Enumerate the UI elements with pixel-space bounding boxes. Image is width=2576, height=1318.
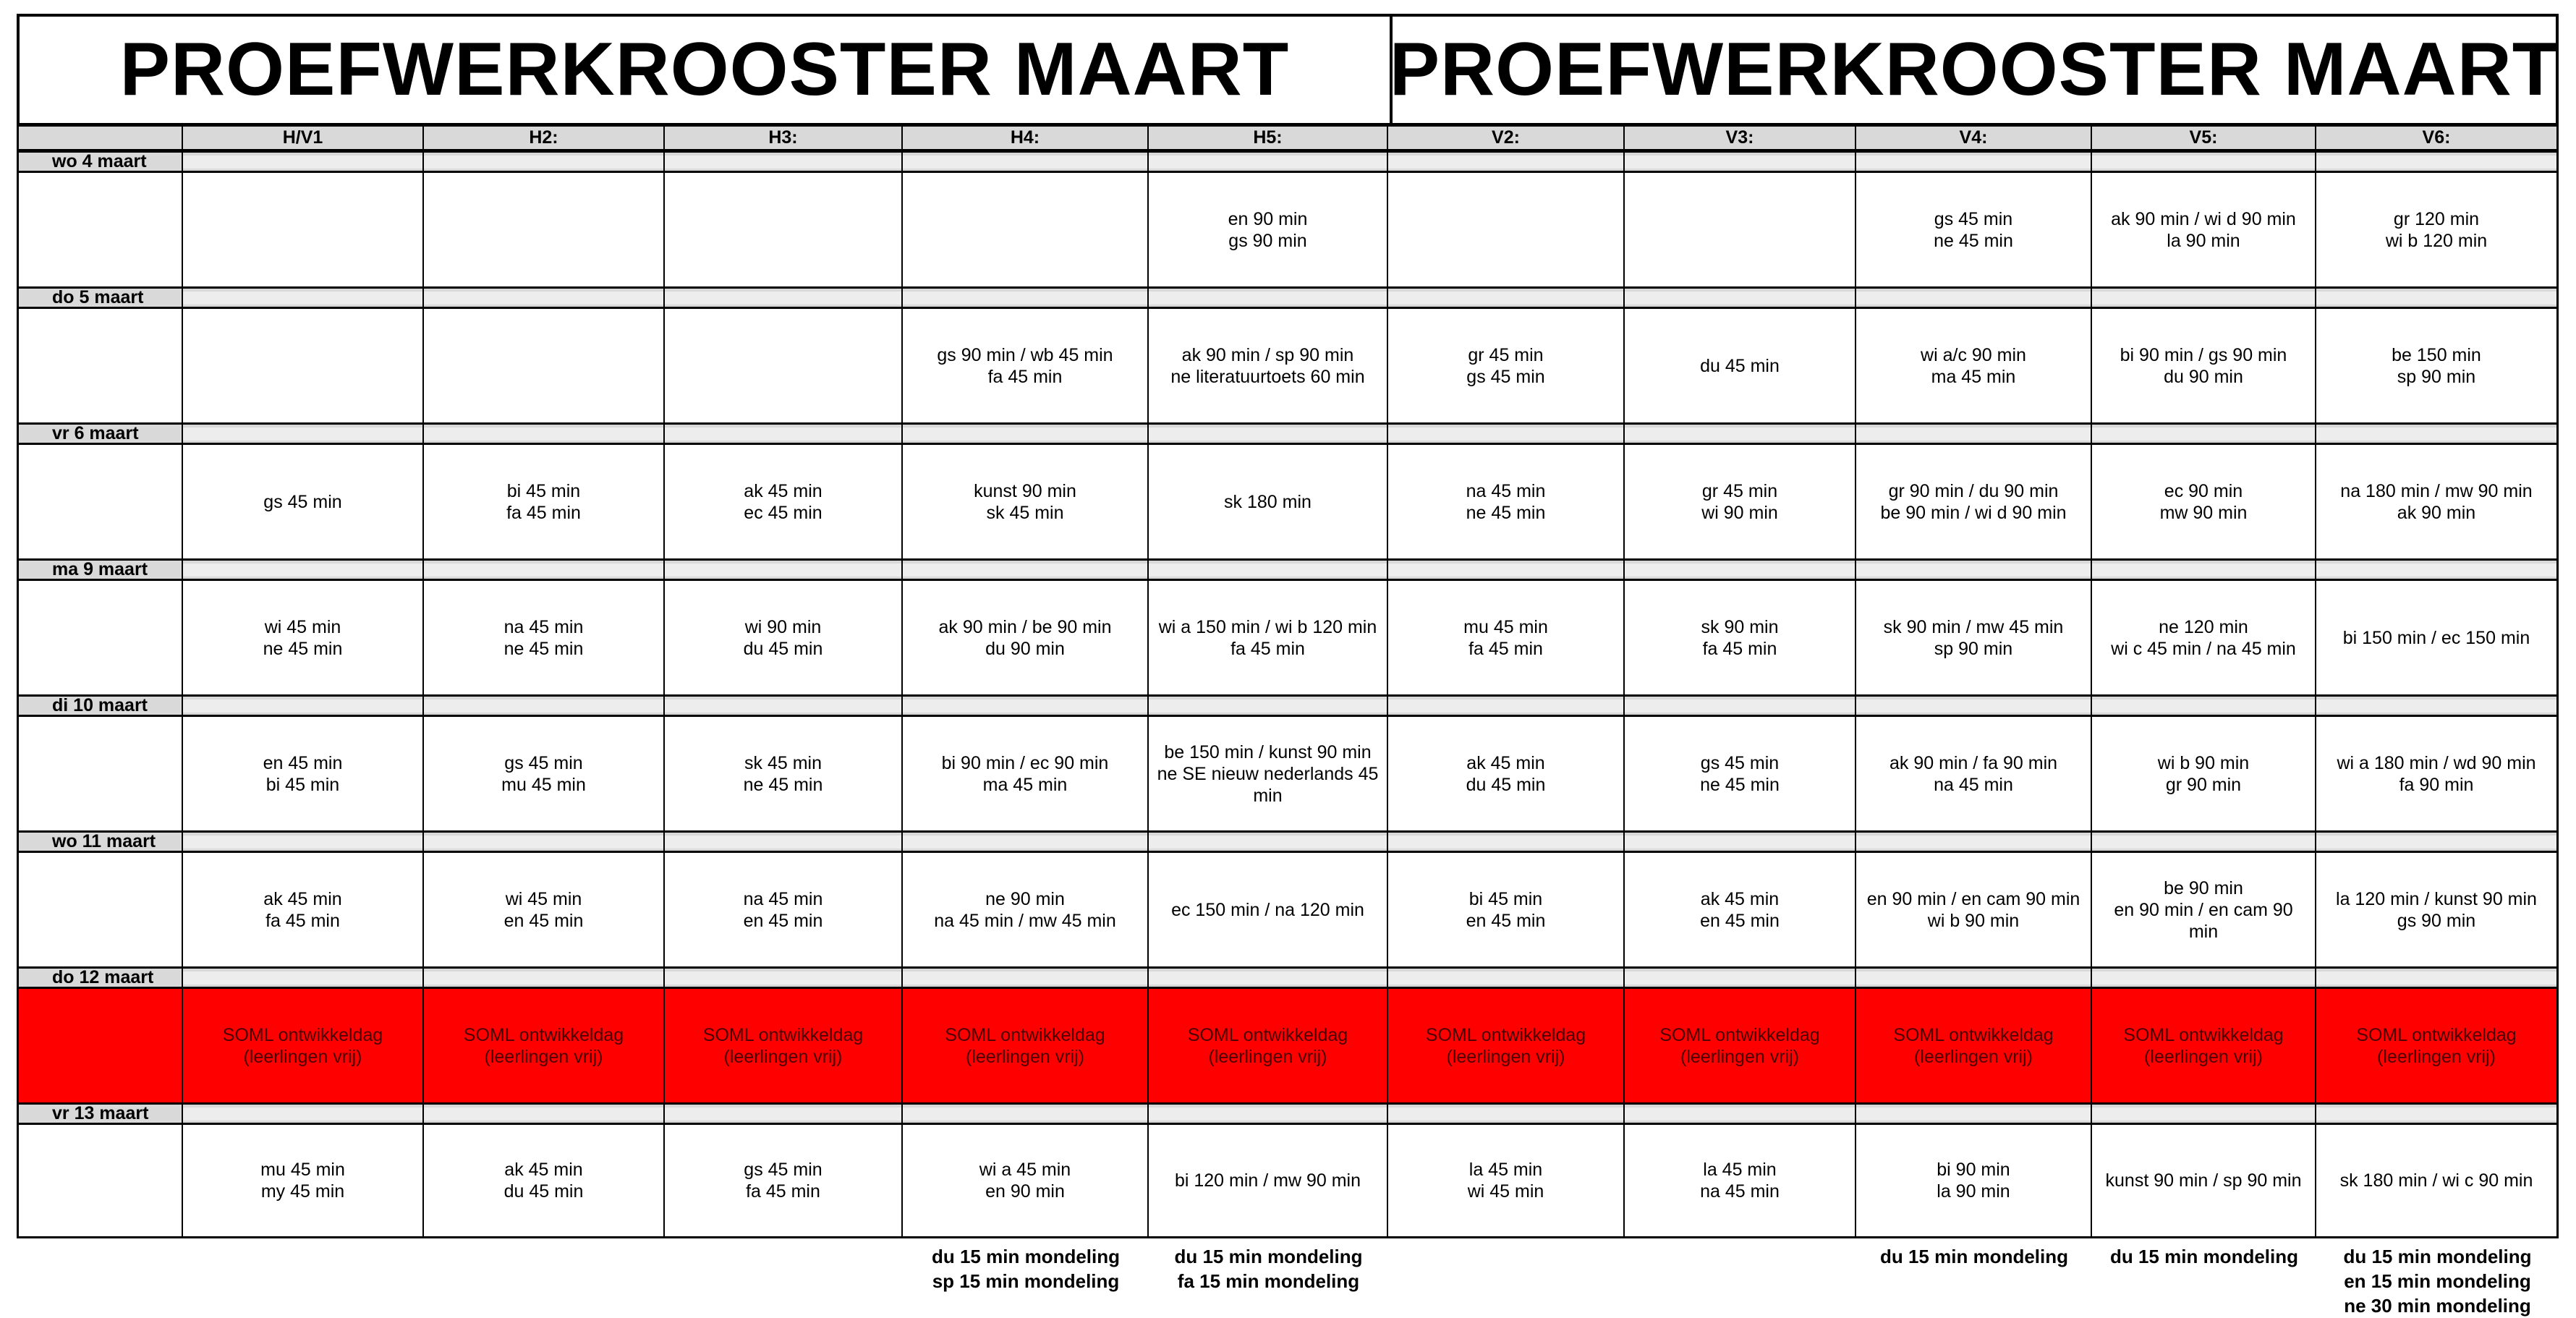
exam-cell: wi 45 min ne 45 min xyxy=(183,581,424,694)
day-header-cell xyxy=(2316,561,2559,579)
exam-cell: ec 90 min mw 90 min xyxy=(2092,445,2316,558)
day-header-cell xyxy=(1149,697,1388,715)
day-header-cell xyxy=(903,833,1149,851)
exam-cell: gr 45 min gs 45 min xyxy=(1388,309,1625,422)
day-header-cell xyxy=(2092,1105,2316,1123)
day-header-row xyxy=(17,966,2559,989)
day-header-strip xyxy=(1149,972,1387,985)
day-header-strip xyxy=(1149,292,1387,305)
exam-cell: bi 90 min / gs 90 min du 90 min xyxy=(2092,309,2316,422)
day-header-cell xyxy=(424,969,665,987)
day-header-strip xyxy=(903,1107,1147,1121)
exam-cell xyxy=(665,309,903,422)
exam-cell: ak 45 min fa 45 min xyxy=(183,853,424,966)
row-spacer-cell xyxy=(17,173,183,286)
day-header-strip xyxy=(903,428,1147,441)
day-header-strip xyxy=(1149,700,1387,713)
day-label: vr 13 maart xyxy=(17,1105,183,1123)
oral-exam-note: du 15 min mondeling en 15 min mondeling ne 30 min mondeling xyxy=(2343,1246,2532,1317)
day-header-cell xyxy=(1149,833,1388,851)
day-label: do 12 maart xyxy=(17,969,183,987)
oral-exam-note xyxy=(665,1238,903,1318)
row-spacer-cell xyxy=(17,309,183,422)
exam-slot-row xyxy=(17,445,2559,558)
day-label: vr 6 maart xyxy=(17,425,183,443)
day-header-strip xyxy=(424,972,663,985)
day-header-cell xyxy=(2092,833,2316,851)
exam-cell: wi 45 min en 45 min xyxy=(424,853,665,966)
day-header-strip xyxy=(183,428,422,441)
row-spacer-cell xyxy=(17,717,183,830)
exam-cell: na 45 min en 45 min xyxy=(665,853,903,966)
column-header: V5: xyxy=(2092,127,2316,149)
day-header-cell xyxy=(1388,969,1625,987)
day-header-strip xyxy=(1625,836,1855,849)
exam-cell: sk 45 min ne 45 min xyxy=(665,717,903,830)
day-header-strip xyxy=(1856,292,2091,305)
oral-exam-note: du 15 min mondeling xyxy=(2109,1246,2298,1267)
day-header-strip xyxy=(2316,700,2556,713)
day-header-strip xyxy=(424,836,663,849)
exam-slot-row xyxy=(17,1125,2559,1238)
day-header-strip xyxy=(903,972,1147,985)
day-header-strip xyxy=(183,564,422,577)
day-header-strip xyxy=(424,564,663,577)
day-header-strip xyxy=(424,700,663,713)
day-header-cell xyxy=(665,833,903,851)
exam-cell: ak 90 min / wi d 90 min la 90 min xyxy=(2092,173,2316,286)
day-header-strip xyxy=(183,972,422,985)
day-header-cell xyxy=(2316,969,2559,987)
exam-cell: wi 90 min du 45 min xyxy=(665,581,903,694)
day-header-strip xyxy=(903,564,1147,577)
day-header-cell xyxy=(1149,425,1388,443)
exam-slot-row xyxy=(17,717,2559,830)
exam-cell: sk 180 min / wi c 90 min xyxy=(2316,1125,2559,1236)
day-header-cell xyxy=(1625,561,1856,579)
day-header-strip xyxy=(1388,564,1623,577)
day-header-strip xyxy=(903,836,1147,849)
day-off-cell: SOML ontwikkeldag (leerlingen vrij) xyxy=(2316,989,2559,1102)
day-header-strip xyxy=(1149,836,1387,849)
day-header-strip xyxy=(424,428,663,441)
oral-exam-note: du 15 min mondeling fa 15 min mondeling xyxy=(1174,1246,1363,1292)
day-header-strip xyxy=(903,156,1147,169)
day-header-strip xyxy=(2316,1107,2556,1121)
oral-exam-footer xyxy=(17,1238,2559,1318)
oral-exam-note xyxy=(424,1238,665,1318)
day-off-cell: SOML ontwikkeldag (leerlingen vrij) xyxy=(1625,989,1856,1102)
day-header-strip xyxy=(183,292,422,305)
day-header-cell xyxy=(183,153,424,171)
column-header: V2: xyxy=(1388,127,1625,149)
exam-cell xyxy=(665,173,903,286)
day-header-strip xyxy=(1149,156,1387,169)
day-header-strip xyxy=(665,700,901,713)
day-header-cell xyxy=(665,1105,903,1123)
day-header-strip xyxy=(1856,156,2091,169)
day-header-cell xyxy=(1625,153,1856,171)
day-header-cell xyxy=(2092,561,2316,579)
day-header-strip xyxy=(2092,836,2315,849)
exam-cell: ak 45 min du 45 min xyxy=(1388,717,1625,830)
exam-cell: kunst 90 min / sp 90 min xyxy=(2092,1125,2316,1236)
page-title-left: PROEFWERKROOSTER MAART xyxy=(17,14,1393,126)
exam-cell xyxy=(183,309,424,422)
exam-cell: ak 90 min / be 90 min du 90 min xyxy=(903,581,1149,694)
day-header-cell xyxy=(183,969,424,987)
exam-cell: be 150 min / kunst 90 min ne SE nieuw nederlands 45 min xyxy=(1149,717,1388,830)
day-header-strip xyxy=(183,1107,422,1121)
day-header-cell xyxy=(2092,153,2316,171)
day-off-row xyxy=(17,989,2559,1102)
day-header-strip xyxy=(2092,972,2315,985)
day-header-cell xyxy=(1625,969,1856,987)
day-header-strip xyxy=(1388,836,1623,849)
day-header-strip xyxy=(1856,564,2091,577)
day-header-cell xyxy=(1149,561,1388,579)
day-header-cell xyxy=(665,425,903,443)
exam-cell: gs 45 min mu 45 min xyxy=(424,717,665,830)
exam-cell: en 45 min bi 45 min xyxy=(183,717,424,830)
day-header-cell xyxy=(424,1105,665,1123)
exam-cell: mu 45 min my 45 min xyxy=(183,1125,424,1236)
day-header-row xyxy=(17,286,2559,309)
day-header-cell xyxy=(2316,1105,2559,1123)
exam-cell: bi 90 min / ec 90 min ma 45 min xyxy=(903,717,1149,830)
column-header: V4: xyxy=(1856,127,2092,149)
day-header-strip xyxy=(1149,564,1387,577)
day-header-cell xyxy=(1149,969,1388,987)
exam-cell xyxy=(1625,173,1856,286)
day-header-strip xyxy=(1625,428,1855,441)
exam-cell: gr 120 min wi b 120 min xyxy=(2316,173,2559,286)
day-header-cell xyxy=(903,289,1149,307)
day-header-strip xyxy=(903,700,1147,713)
day-header-cell xyxy=(1625,697,1856,715)
day-header-cell xyxy=(665,289,903,307)
exam-cell: du 45 min xyxy=(1625,309,1856,422)
oral-exam-note: du 15 min mondeling sp 15 min mondeling xyxy=(931,1246,1120,1292)
exam-cell: bi 45 min en 45 min xyxy=(1388,853,1625,966)
exam-cell: sk 90 min / mw 45 min sp 90 min xyxy=(1856,581,2092,694)
day-header-strip xyxy=(424,156,663,169)
column-header: H2: xyxy=(424,127,665,149)
exam-cell xyxy=(903,173,1149,286)
day-header-cell xyxy=(1856,561,2092,579)
day-header-cell xyxy=(903,561,1149,579)
day-header-cell xyxy=(2092,289,2316,307)
column-header: H3: xyxy=(665,127,903,149)
row-spacer-cell xyxy=(17,989,183,1102)
day-header-cell xyxy=(183,561,424,579)
day-header-cell xyxy=(2316,153,2559,171)
exam-cell: gs 45 min ne 45 min xyxy=(1625,717,1856,830)
column-header-corner xyxy=(17,127,183,149)
day-header-strip xyxy=(1625,292,1855,305)
day-header-cell xyxy=(903,425,1149,443)
exam-cell: sk 90 min fa 45 min xyxy=(1625,581,1856,694)
row-spacer-cell xyxy=(17,853,183,966)
day-header-strip xyxy=(1388,972,1623,985)
day-header-strip xyxy=(2316,564,2556,577)
day-header-strip xyxy=(2316,972,2556,985)
day-header-cell xyxy=(1625,833,1856,851)
exam-cell: ne 90 min na 45 min / mw 45 min xyxy=(903,853,1149,966)
day-header-cell xyxy=(2092,425,2316,443)
exam-cell: wi a/c 90 min ma 45 min xyxy=(1856,309,2092,422)
exam-cell: ak 45 min en 45 min xyxy=(1625,853,1856,966)
day-header-cell xyxy=(424,425,665,443)
day-off-cell: SOML ontwikkeldag (leerlingen vrij) xyxy=(1149,989,1388,1102)
day-off-cell: SOML ontwikkeldag (leerlingen vrij) xyxy=(1388,989,1625,1102)
schedule-table xyxy=(17,124,2559,1318)
day-label: di 10 maart xyxy=(17,697,183,715)
exam-cell: kunst 90 min sk 45 min xyxy=(903,445,1149,558)
day-header-cell xyxy=(2092,697,2316,715)
day-header-cell xyxy=(1388,153,1625,171)
column-header: H4: xyxy=(903,127,1149,149)
day-header-cell xyxy=(1856,969,2092,987)
exam-cell xyxy=(424,309,665,422)
day-header-cell xyxy=(903,153,1149,171)
day-header-strip xyxy=(2316,292,2556,305)
day-header-cell xyxy=(1856,697,2092,715)
day-header-cell xyxy=(183,289,424,307)
exam-cell: la 120 min / kunst 90 min gs 90 min xyxy=(2316,853,2559,966)
day-off-cell: SOML ontwikkeldag (leerlingen vrij) xyxy=(1856,989,2092,1102)
exam-cell: ak 90 min / sp 90 min ne literatuurtoets 60 min xyxy=(1149,309,1388,422)
day-label: do 5 maart xyxy=(17,289,183,307)
exam-slot-row xyxy=(17,173,2559,286)
exam-cell: gs 90 min / wb 45 min fa 45 min xyxy=(903,309,1149,422)
day-header-cell xyxy=(2092,969,2316,987)
exam-cell: ak 45 min du 45 min xyxy=(424,1125,665,1236)
exam-cell: gs 45 min fa 45 min xyxy=(665,1125,903,1236)
day-header-cell xyxy=(1388,289,1625,307)
exam-cell: gs 45 min ne 45 min xyxy=(1856,173,2092,286)
day-header-strip xyxy=(1856,972,2091,985)
day-header-strip xyxy=(2092,700,2315,713)
day-label: ma 9 maart xyxy=(17,561,183,579)
exam-cell: la 45 min na 45 min xyxy=(1625,1125,1856,1236)
column-header: H5: xyxy=(1149,127,1388,149)
exam-cell: ak 90 min / fa 90 min na 45 min xyxy=(1856,717,2092,830)
day-header-cell xyxy=(424,561,665,579)
exam-cell xyxy=(183,173,424,286)
day-off-cell: SOML ontwikkeldag (leerlingen vrij) xyxy=(2092,989,2316,1102)
day-header-cell xyxy=(183,425,424,443)
day-label: wo 11 maart xyxy=(17,833,183,851)
day-label: wo 4 maart xyxy=(17,153,183,171)
day-header-cell xyxy=(665,969,903,987)
exam-cell: bi 90 min la 90 min xyxy=(1856,1125,2092,1236)
exam-cell: be 90 min en 90 min / en cam 90 min xyxy=(2092,853,2316,966)
day-header-row xyxy=(17,694,2559,717)
day-header-cell xyxy=(665,561,903,579)
exam-cell: sk 180 min xyxy=(1149,445,1388,558)
exam-cell: na 45 min ne 45 min xyxy=(424,581,665,694)
day-header-cell xyxy=(183,833,424,851)
day-header-strip xyxy=(2092,156,2315,169)
column-header: V6: xyxy=(2316,127,2559,149)
day-off-cell: SOML ontwikkeldag (leerlingen vrij) xyxy=(183,989,424,1102)
exam-cell: gs 45 min xyxy=(183,445,424,558)
day-header-cell xyxy=(1388,561,1625,579)
day-header-strip xyxy=(1388,428,1623,441)
day-header-strip xyxy=(1625,972,1855,985)
day-header-cell xyxy=(1388,425,1625,443)
day-header-strip xyxy=(1856,428,2091,441)
day-header-cell xyxy=(1149,1105,1388,1123)
day-header-strip xyxy=(665,292,901,305)
day-header-cell xyxy=(1856,425,2092,443)
exam-cell: ne 120 min wi c 45 min / na 45 min xyxy=(2092,581,2316,694)
day-header-strip xyxy=(1856,1107,2091,1121)
exam-cell: gr 90 min / du 90 min be 90 min / wi d 90 min xyxy=(1856,445,2092,558)
exam-cell: ec 150 min / na 120 min xyxy=(1149,853,1388,966)
day-header-row xyxy=(17,830,2559,853)
exam-cell: bi 150 min / ec 150 min xyxy=(2316,581,2559,694)
oral-exam-note xyxy=(1625,1238,1856,1318)
row-spacer-cell xyxy=(17,1125,183,1236)
exam-cell: en 90 min gs 90 min xyxy=(1149,173,1388,286)
day-header-strip xyxy=(424,292,663,305)
day-header-strip xyxy=(2316,156,2556,169)
oral-exam-note xyxy=(17,1238,183,1318)
day-header-strip xyxy=(1149,428,1387,441)
day-header-cell xyxy=(183,1105,424,1123)
day-header-strip xyxy=(1625,700,1855,713)
day-header-row xyxy=(17,150,2559,173)
column-header: V3: xyxy=(1625,127,1856,149)
day-header-cell xyxy=(665,153,903,171)
day-header-strip xyxy=(1388,700,1623,713)
day-header-row xyxy=(17,558,2559,581)
exam-cell: na 180 min / mw 90 min ak 90 min xyxy=(2316,445,2559,558)
day-header-cell xyxy=(1856,289,2092,307)
exam-cell: ak 45 min ec 45 min xyxy=(665,445,903,558)
day-header-strip xyxy=(665,156,901,169)
day-header-cell xyxy=(1856,833,2092,851)
day-header-row xyxy=(17,1102,2559,1125)
day-header-strip xyxy=(665,564,901,577)
day-header-row xyxy=(17,422,2559,445)
day-header-strip xyxy=(1388,156,1623,169)
day-header-strip xyxy=(2092,1107,2315,1121)
day-header-strip xyxy=(2316,428,2556,441)
day-header-strip xyxy=(665,836,901,849)
day-off-cell: SOML ontwikkeldag (leerlingen vrij) xyxy=(903,989,1149,1102)
day-header-strip xyxy=(2092,292,2315,305)
day-header-strip xyxy=(1625,564,1855,577)
exam-cell: wi a 180 min / wd 90 min fa 90 min xyxy=(2316,717,2559,830)
day-off-cell: SOML ontwikkeldag (leerlingen vrij) xyxy=(665,989,903,1102)
exam-cell: wi b 90 min gr 90 min xyxy=(2092,717,2316,830)
exam-cell: en 90 min / en cam 90 min wi b 90 min xyxy=(1856,853,2092,966)
day-header-cell xyxy=(183,697,424,715)
page-title-right: PROEFWERKROOSTER MAART xyxy=(1390,14,2559,126)
day-header-cell xyxy=(1388,697,1625,715)
day-header-cell xyxy=(424,153,665,171)
day-header-strip xyxy=(1388,1107,1623,1121)
exam-slot-row xyxy=(17,581,2559,694)
day-header-cell xyxy=(2316,425,2559,443)
day-header-cell xyxy=(1388,1105,1625,1123)
exam-cell: bi 45 min fa 45 min xyxy=(424,445,665,558)
exam-slot-row xyxy=(17,309,2559,422)
oral-exam-note xyxy=(1388,1238,1625,1318)
oral-exam-note xyxy=(183,1238,424,1318)
day-header-cell xyxy=(1149,153,1388,171)
day-header-cell xyxy=(1625,289,1856,307)
day-header-cell xyxy=(1856,1105,2092,1123)
exam-cell: wi a 45 min en 90 min xyxy=(903,1125,1149,1236)
day-header-strip xyxy=(1149,1107,1387,1121)
day-header-strip xyxy=(665,428,901,441)
exam-cell: gr 45 min wi 90 min xyxy=(1625,445,1856,558)
day-header-cell xyxy=(424,833,665,851)
exam-cell: la 45 min wi 45 min xyxy=(1388,1125,1625,1236)
row-spacer-cell xyxy=(17,445,183,558)
exam-cell xyxy=(424,173,665,286)
day-header-strip xyxy=(1625,156,1855,169)
day-header-cell xyxy=(665,697,903,715)
exam-cell xyxy=(1388,173,1625,286)
day-header-cell xyxy=(2316,697,2559,715)
day-header-strip xyxy=(1856,700,2091,713)
day-header-strip xyxy=(183,156,422,169)
day-header-cell xyxy=(1388,833,1625,851)
day-header-cell xyxy=(2316,289,2559,307)
day-header-cell xyxy=(424,289,665,307)
exam-cell: wi a 150 min / wi b 120 min fa 45 min xyxy=(1149,581,1388,694)
day-header-cell xyxy=(2316,833,2559,851)
day-header-strip xyxy=(2092,564,2315,577)
day-off-cell: SOML ontwikkeldag (leerlingen vrij) xyxy=(424,989,665,1102)
exam-slot-row xyxy=(17,853,2559,966)
day-header-strip xyxy=(665,972,901,985)
day-header-cell xyxy=(1625,1105,1856,1123)
day-header-cell xyxy=(903,969,1149,987)
day-header-strip xyxy=(1856,836,2091,849)
day-header-strip xyxy=(1388,292,1623,305)
exam-cell: bi 120 min / mw 90 min xyxy=(1149,1125,1388,1236)
day-header-cell xyxy=(424,697,665,715)
day-header-strip xyxy=(2316,836,2556,849)
exam-cell: mu 45 min fa 45 min xyxy=(1388,581,1625,694)
exam-cell: be 150 min sp 90 min xyxy=(2316,309,2559,422)
day-header-cell xyxy=(903,697,1149,715)
column-header: H/V1 xyxy=(183,127,424,149)
day-header-strip xyxy=(665,1107,901,1121)
day-header-cell xyxy=(1149,289,1388,307)
day-header-cell xyxy=(903,1105,1149,1123)
exam-cell: na 45 min ne 45 min xyxy=(1388,445,1625,558)
day-header-cell xyxy=(1625,425,1856,443)
column-header-row xyxy=(17,124,2559,150)
day-header-strip xyxy=(903,292,1147,305)
day-header-cell xyxy=(1856,153,2092,171)
oral-exam-note: du 15 min mondeling xyxy=(1879,1246,2068,1267)
day-header-strip xyxy=(424,1107,663,1121)
day-header-strip xyxy=(183,700,422,713)
day-header-strip xyxy=(2092,428,2315,441)
day-header-strip xyxy=(1625,1107,1855,1121)
row-spacer-cell xyxy=(17,581,183,694)
day-header-strip xyxy=(183,836,422,849)
